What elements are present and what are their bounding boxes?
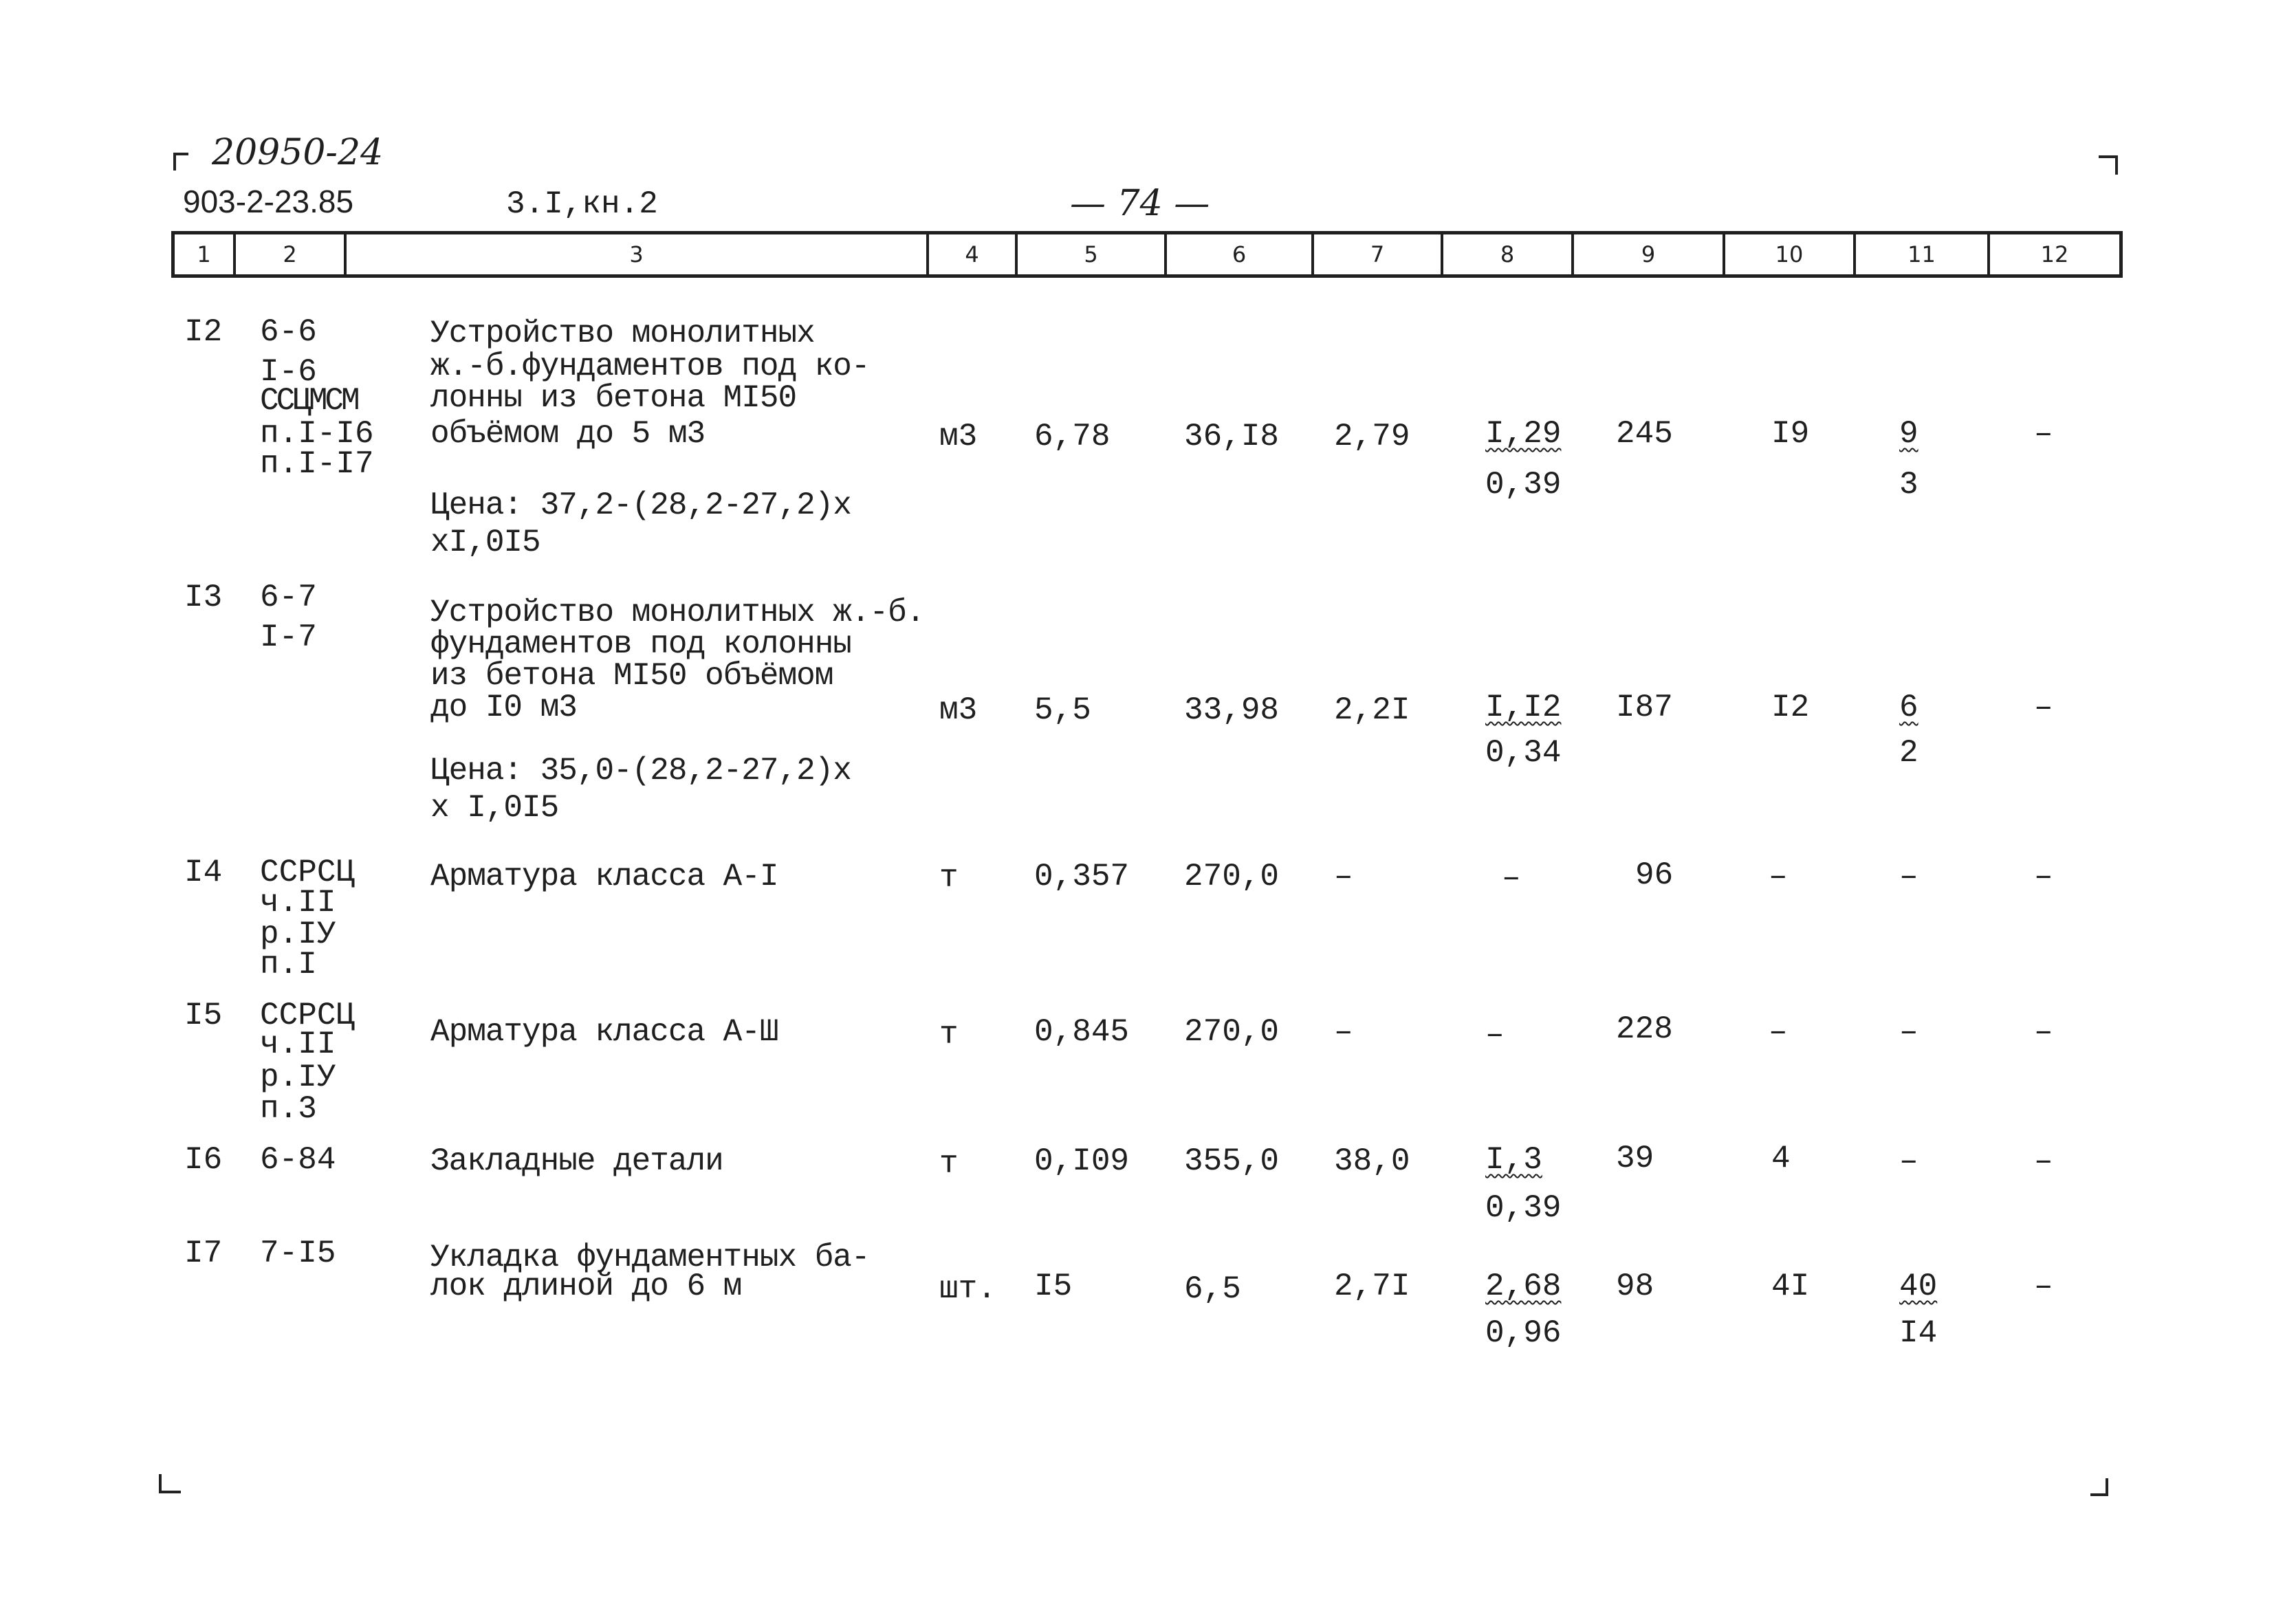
work-description: Закладные детали (430, 1143, 723, 1179)
cost-col8-top: I,3 (1485, 1142, 1542, 1178)
price-formula: Цена: 35,0-(28,2-27,2)х (430, 753, 851, 789)
row-number: I5 (184, 998, 223, 1033)
cost-col7: – (1334, 859, 1353, 895)
work-description: из бетона MI50 объёмом (430, 658, 833, 694)
column-number: 10 (1725, 234, 1856, 274)
cost-col10: 4I (1771, 1269, 1810, 1304)
norm-code: ч.II (260, 885, 336, 921)
corner-mark-bottom-left (159, 1474, 181, 1493)
norm-code: 7-I5 (260, 1236, 336, 1271)
price-formula: Цена: 37,2-(28,2-27,2)х (430, 487, 851, 523)
handwritten-code: 20950-24 (212, 132, 384, 173)
cost-col8-top: I,29 (1485, 416, 1562, 452)
cost-col12: – (2034, 1014, 2053, 1050)
quantity: 5,5 (1034, 692, 1091, 728)
norm-code: р.IУ (260, 1060, 336, 1095)
doc-code: 903-2-23.85 (183, 184, 354, 219)
cost-col11-bottom: I4 (1899, 1315, 1938, 1351)
work-description: Устройство монолитных ж.-б. (430, 595, 925, 630)
work-description: фундаментов под колонны (430, 626, 851, 662)
cost-col10: 4 (1771, 1141, 1791, 1176)
cost-col11-top: – (1899, 1143, 1918, 1179)
cost-col7: 2,7I (1334, 1269, 1410, 1304)
cost-col10: – (1769, 859, 1788, 895)
norm-code: 6-84 (260, 1142, 336, 1178)
unit-cost: 355,0 (1184, 1143, 1280, 1179)
unit-cost: 270,0 (1184, 1014, 1280, 1050)
cost-col7: – (1334, 1014, 1353, 1050)
norm-code: п.I-I6 (260, 416, 374, 452)
unit: т (939, 1017, 959, 1053)
cost-col7: 2,79 (1334, 419, 1410, 454)
column-number: 6 (1167, 234, 1314, 274)
quantity: I5 (1034, 1269, 1073, 1304)
unit: т (939, 860, 959, 896)
cost-col8-top: – (1502, 860, 1521, 896)
work-description: до I0 м3 (430, 690, 577, 725)
quantity: 0,357 (1034, 859, 1130, 895)
unit: т (939, 1146, 959, 1182)
column-number: 11 (1856, 234, 1990, 274)
page-number: — 74 — (1070, 183, 1210, 224)
cost-col11-top: 9 (1899, 416, 1918, 452)
norm-code: ч.II (260, 1027, 336, 1062)
column-number: 4 (929, 234, 1018, 274)
norm-code: р.IУ (260, 917, 336, 952)
cost-col10: – (1769, 1014, 1788, 1050)
work-description: лок длиной до 6 м (430, 1269, 742, 1304)
norm-code: 6-7 (260, 580, 317, 615)
cost-col8-top: – (1485, 1017, 1505, 1053)
quantity: 0,845 (1034, 1014, 1130, 1050)
quantity: 6,78 (1034, 419, 1111, 454)
column-number: 3 (347, 234, 929, 274)
column-number: 8 (1443, 234, 1574, 274)
work-description: Арматура класса А-Ш (430, 1014, 778, 1050)
cost-col11-top: – (1899, 859, 1918, 895)
cost-col7: 2,2I (1334, 692, 1410, 728)
norm-code: п.I (260, 947, 317, 983)
cost-col12: – (2034, 1269, 2053, 1304)
cost-col12: – (2034, 1143, 2053, 1179)
norm-code: 6-6 (260, 314, 317, 350)
cost-col7: 38,0 (1334, 1143, 1410, 1179)
norm-code: ССЦМСМ (260, 383, 358, 419)
cost-col9: 98 (1616, 1269, 1654, 1304)
price-formula: хI,0I5 (430, 525, 540, 560)
column-number: 7 (1314, 234, 1443, 274)
column-number-row (171, 231, 2123, 278)
work-description: Устройство монолитных (430, 316, 815, 351)
norm-code: п.3 (260, 1091, 317, 1127)
unit-cost: 270,0 (1184, 859, 1280, 895)
unit: м3 (939, 419, 978, 454)
corner-mark-top-right (2099, 155, 2118, 175)
work-description: ж.-б.фундаментов под ко- (430, 349, 870, 384)
cost-col8-bottom: 0,39 (1485, 1190, 1562, 1226)
column-number: 12 (2040, 241, 2069, 267)
cost-col9: 228 (1616, 1011, 1673, 1047)
norm-code: I-7 (260, 619, 317, 655)
cost-col9: 245 (1616, 416, 1673, 452)
column-number: 1 (175, 234, 236, 274)
cost-col11-bottom: 3 (1899, 467, 1918, 503)
column-number: 2 (236, 234, 347, 274)
cost-col11-bottom: 2 (1899, 735, 1918, 771)
cost-col8-top: 2,68 (1485, 1269, 1562, 1304)
unit-cost: 33,98 (1184, 692, 1280, 728)
cost-col9: 96 (1635, 857, 1674, 893)
unit-cost: 36,I8 (1184, 419, 1280, 454)
work-description: Арматура класса А-I (430, 859, 778, 895)
cost-col12: – (2034, 416, 2053, 452)
cost-col8-top: I,I2 (1485, 690, 1562, 725)
work-description: объёмом до 5 м3 (430, 416, 706, 452)
quantity: 0,I09 (1034, 1143, 1130, 1179)
row-number: I7 (184, 1236, 223, 1271)
norm-code: ССРСЦ (260, 998, 356, 1033)
column-number: 9 (1574, 234, 1725, 274)
cost-col8-bottom: 0,34 (1485, 735, 1562, 771)
norm-code: ССРСЦ (260, 855, 356, 890)
column-number: 5 (1018, 234, 1167, 274)
corner-mark-bottom-right (2090, 1478, 2108, 1496)
cost-col9: 39 (1616, 1141, 1654, 1176)
cost-col8-bottom: 0,96 (1485, 1315, 1562, 1351)
price-formula: х I,0I5 (430, 790, 559, 826)
cost-col10: I2 (1771, 690, 1810, 725)
work-description: Укладка фундаментных ба- (430, 1240, 870, 1275)
cost-col11-top: 6 (1899, 690, 1918, 725)
cost-col11-top: 40 (1899, 1269, 1938, 1304)
row-number: I4 (184, 855, 223, 890)
unit: м3 (939, 692, 978, 728)
cost-col12: – (2034, 690, 2053, 725)
row-number: I6 (184, 1142, 223, 1178)
norm-code: I-6 (260, 354, 317, 390)
cost-col9: I87 (1616, 690, 1673, 725)
unit: шт. (939, 1271, 996, 1307)
section-label: 3.I,кн.2 (506, 186, 658, 222)
cost-col11-top: – (1899, 1014, 1918, 1050)
cost-col12: – (2034, 859, 2053, 895)
row-number: I3 (184, 580, 223, 615)
corner-mark-top-left (173, 153, 188, 171)
cost-col10: I9 (1771, 416, 1810, 452)
work-description: лонны из бетона MI50 (430, 380, 797, 416)
row-number: I2 (184, 314, 223, 350)
cost-col8-bottom: 0,39 (1485, 467, 1562, 503)
unit-cost: 6,5 (1184, 1271, 1241, 1307)
norm-code: п.I-I7 (260, 446, 374, 482)
